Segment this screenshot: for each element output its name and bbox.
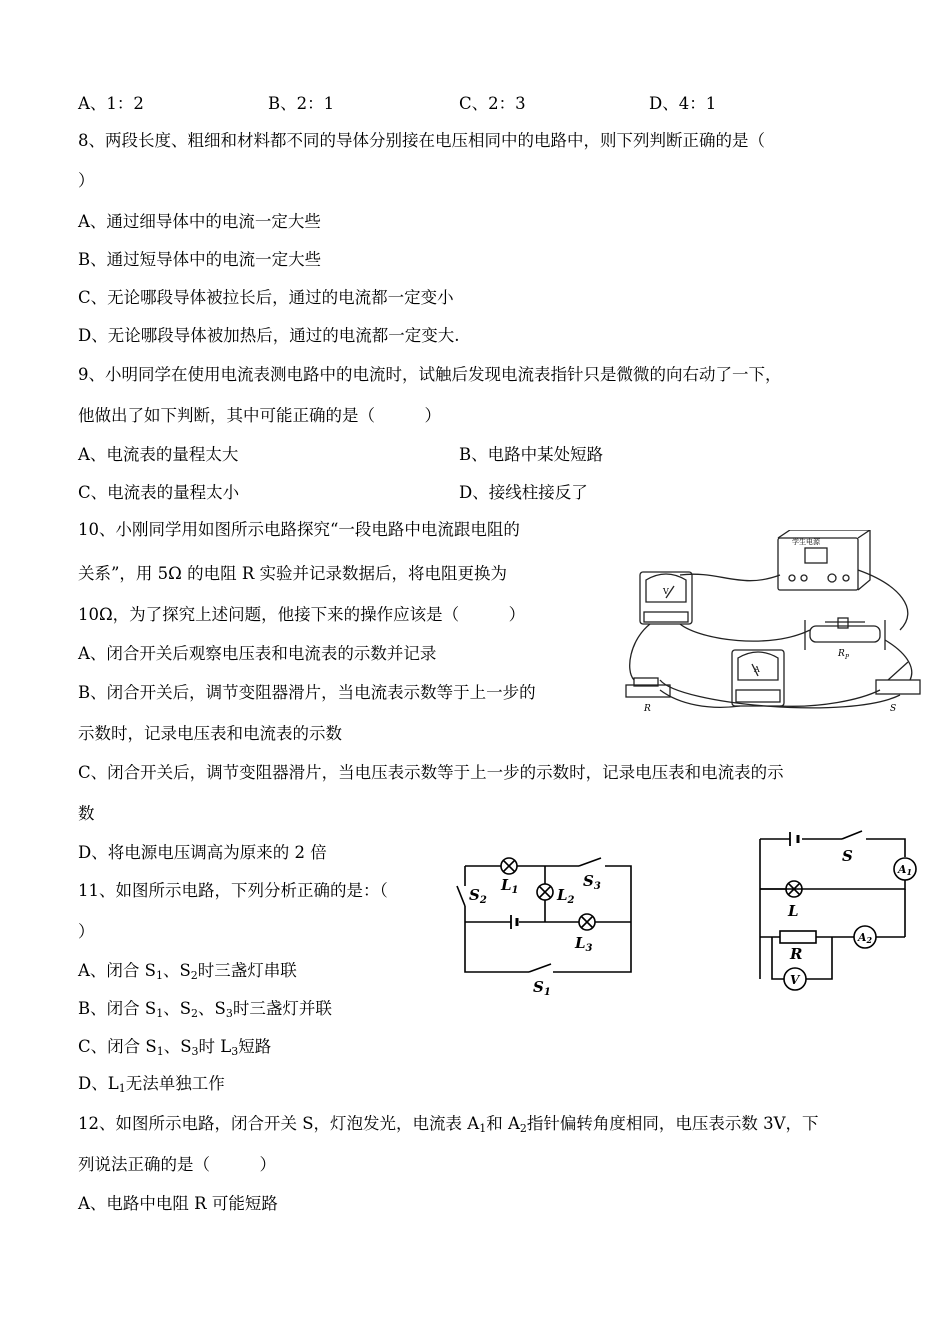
- q9-option-a: A、电流表的量程太大: [78, 445, 239, 464]
- q8-option-d: D、无论哪段导体被加热后，通过的电流都一定变大.: [78, 326, 460, 345]
- q12-option-a: A、电路中电阻 R 可能短路: [78, 1194, 278, 1213]
- q11-option-c: C、闭合 $S_1$、$S_3$时 $L_3$短路: [78, 1037, 272, 1058]
- switch-s3-label: $S_3$: [583, 872, 601, 892]
- ammeter-a1-label: A1: [898, 863, 913, 877]
- q11-circuit-figure: [455, 848, 640, 996]
- q9-option-b: B、电路中某处短路: [459, 445, 604, 464]
- q10-stem-line1: 10、小刚同学用如图所示电路探究“一段电路中电流跟电阻的: [78, 520, 520, 539]
- q11-option-b: B、闭合 $S_1$、$S_2$、$S_3$时三盏灯并联: [78, 999, 332, 1020]
- resistor-r-label: R: [644, 704, 651, 714]
- q11-stem-line2: ）: [78, 922, 95, 941]
- q12-circuit-figure: [750, 825, 920, 1000]
- q10-apparatus-figure: [620, 530, 935, 715]
- q8-stem-line1: 8、两段长度、粗细和材料都不同的导体分别接在电压相同中的电路中，则下列判断正确的是（: [78, 131, 765, 150]
- q10-stem-line2: 关系”，用 5Ω 的电阻 R 实验并记录数据后，将电阻更换为: [78, 564, 508, 583]
- q7-option-d: D、4：1: [649, 94, 717, 113]
- q9-option-d: D、接线柱接反了: [459, 483, 588, 502]
- q7-option-b: B、2：1: [268, 94, 335, 113]
- rheostat-label: R: [838, 649, 845, 659]
- switch-s-label: S: [890, 704, 897, 714]
- q11-option-d: D、$L_1$无法单独工作: [78, 1074, 225, 1095]
- lamp-l1-label: $L_1$: [501, 876, 519, 896]
- resistor-r-label: R: [790, 945, 803, 963]
- lamp-l3-label: $L_3$: [575, 934, 593, 954]
- lamp-l-label: L: [788, 902, 799, 920]
- power-supply-label: 学生电源: [792, 538, 820, 546]
- q9-option-c: C、电流表的量程太小: [78, 483, 240, 502]
- lamp-l2-label: $L_2$: [557, 886, 575, 906]
- voltmeter-label: V: [663, 587, 669, 596]
- q7-option-c: C、2：3: [459, 94, 526, 113]
- resistor-r: [780, 931, 816, 943]
- voltmeter-v-label: V: [790, 973, 800, 987]
- q10-stem-line3: 10Ω，为了探究上述问题，他接下来的操作应该是（ ）: [78, 605, 526, 624]
- q12-stem-line1: 12、如图所示电路，闭合开关 S，灯泡发光，电流表 $A_1$和 $A_2$指针偏转角度相同，电压表示数 3V，下: [78, 1114, 819, 1135]
- switch-s2-label: $S_2$: [469, 886, 487, 906]
- ammeter-body: [732, 650, 784, 706]
- q8-option-a: A、通过细导体中的电流一定大些: [78, 212, 321, 231]
- ammeter-a2-label: A2: [858, 931, 873, 945]
- q10-option-c-line1: C、闭合开关后，调节变阻器滑片，当电压表示数等于上一步的示数时，记录电压表和电流表的示: [78, 763, 784, 782]
- q12-stem-line2: 列说法正确的是（ ）: [78, 1155, 276, 1174]
- resistor-r: [626, 685, 670, 697]
- q9-stem-line1: 9、小明同学在使用电流表测电路中的电流时，试触后发现电流表指针只是微微的向右动了一下，: [78, 365, 782, 384]
- q11-stem-line1: 11、如图所示电路，下列分析正确的是：（: [78, 881, 388, 900]
- q10-option-d: D、将电源电压调高为原来的 2 倍: [78, 843, 327, 862]
- switch-s1-label: $S_1$: [533, 978, 551, 996]
- q11-option-a: A、闭合 $S_1$、$S_2$时三盏灯串联: [78, 961, 297, 982]
- ammeter-label: A: [754, 665, 760, 674]
- q8-option-b: B、通过短导体中的电流一定大些: [78, 250, 322, 269]
- rheostat-label-sub: P: [845, 654, 850, 661]
- q10-option-a: A、闭合开关后观察电压表和电流表的示数并记录: [78, 644, 437, 663]
- q10-option-b-line2: 示数时，记录电压表和电流表的示数: [78, 724, 342, 743]
- q9-stem-line2: 他做出了如下判断，其中可能正确的是（ ）: [78, 406, 441, 425]
- q10-option-b-line1: B、闭合开关后，调节变阻器滑片，当电流表示数等于上一步的: [78, 683, 536, 702]
- switch-s-label: S: [842, 847, 853, 865]
- q7-option-a: A、1：2: [78, 94, 144, 113]
- q8-stem-line2: ）: [78, 171, 95, 190]
- switch-s: [876, 680, 920, 694]
- q8-option-c: C、无论哪段导体被拉长后，通过的电流都一定变小: [78, 288, 454, 307]
- q10-option-c-line2: 数: [78, 804, 95, 823]
